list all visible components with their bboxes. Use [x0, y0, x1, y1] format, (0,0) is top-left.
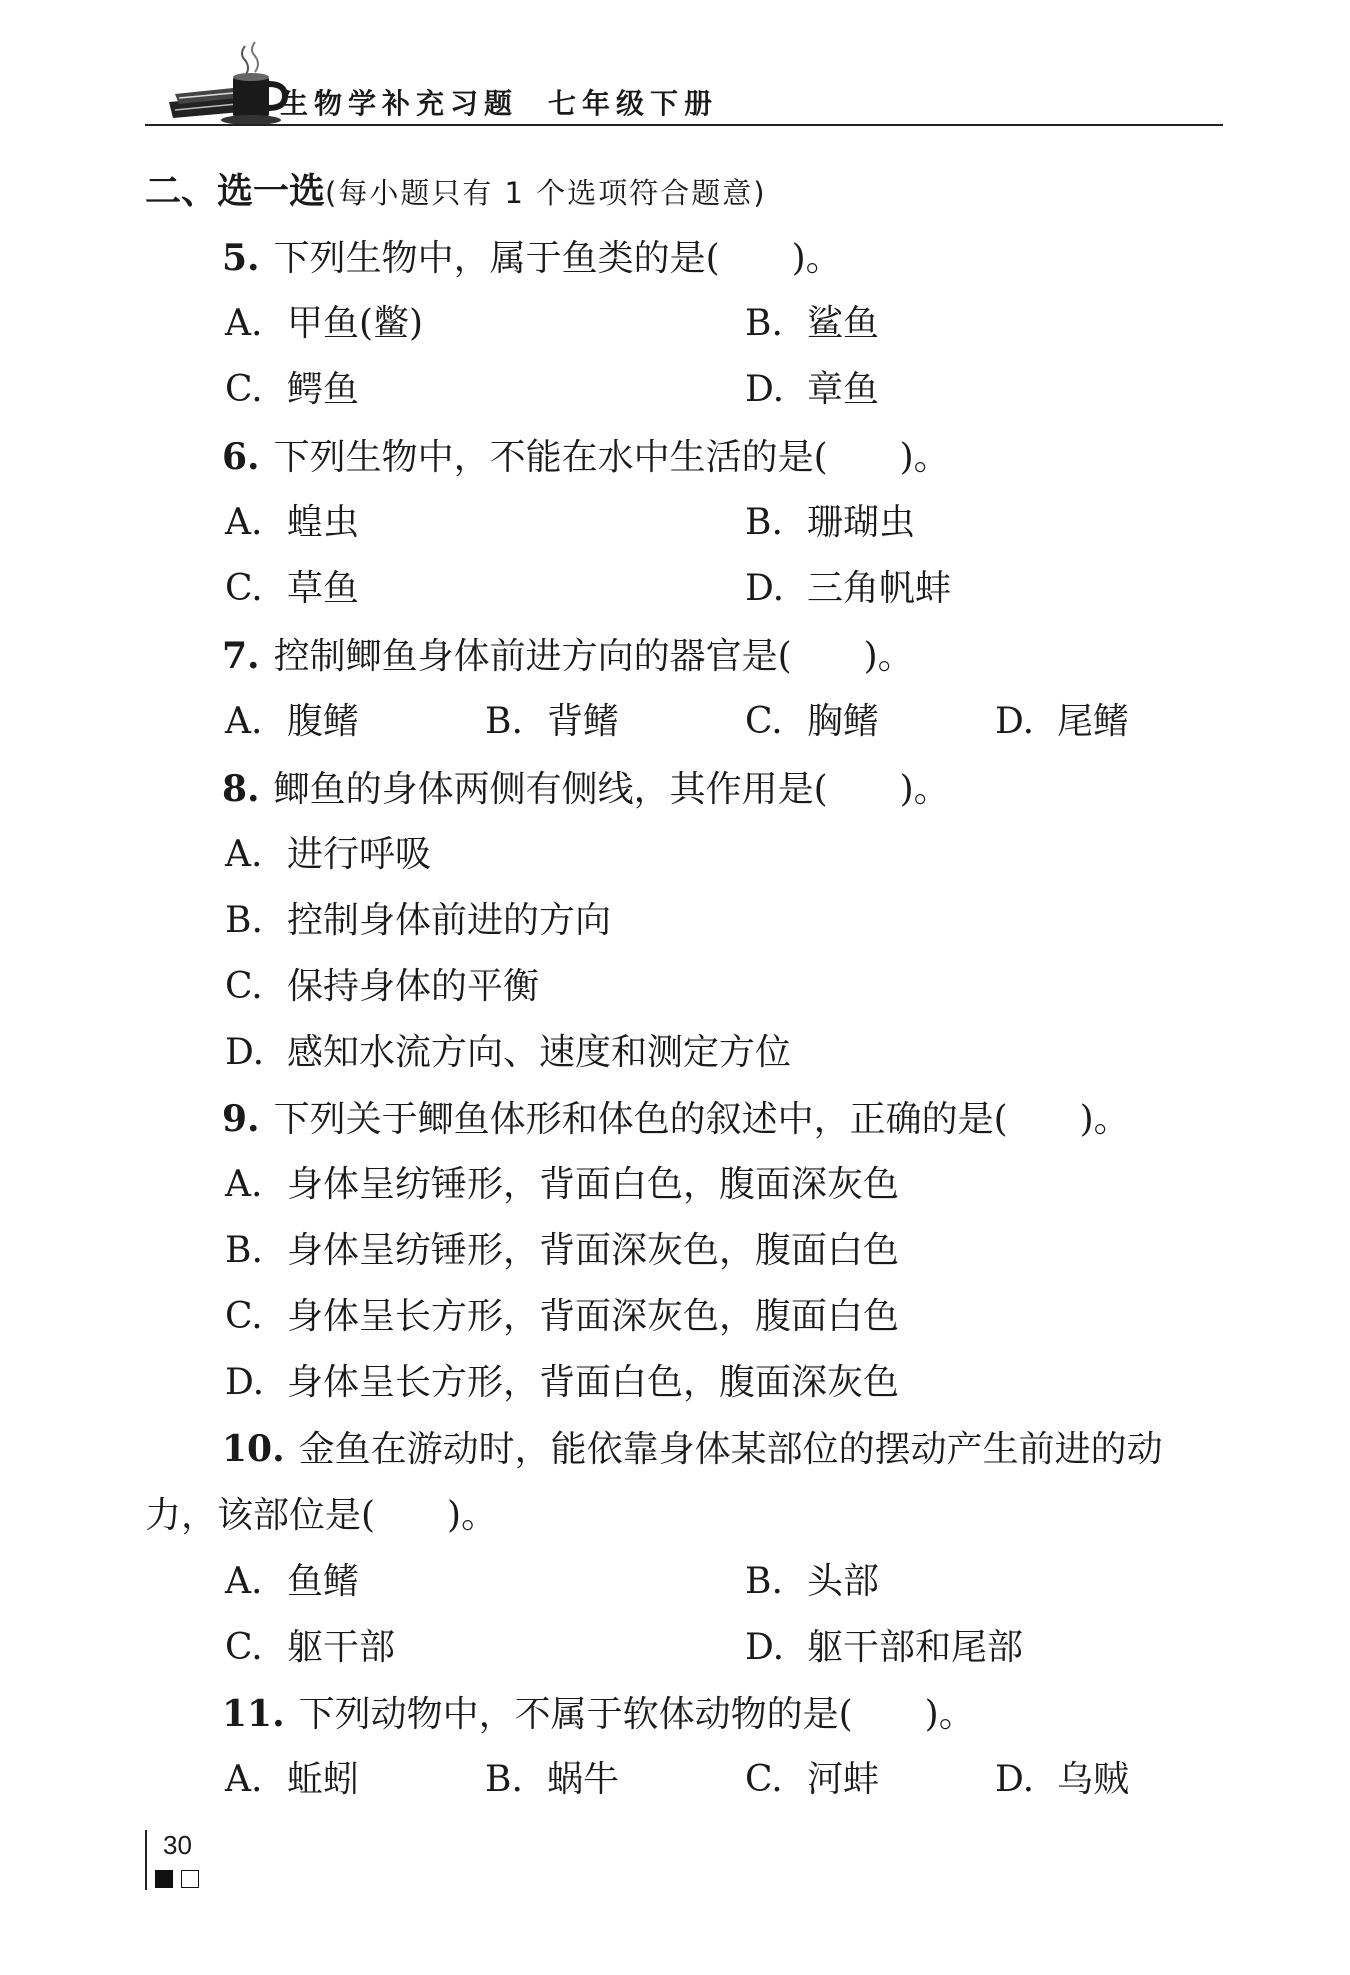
option-letter: C. [225, 1627, 263, 1668]
option-letter: B. [225, 900, 263, 941]
question-number: 5. [222, 237, 260, 279]
option [745, 501, 915, 545]
footer-divider [145, 1830, 147, 1890]
option [995, 700, 1129, 744]
option-text: 尾鳍 [1057, 701, 1130, 742]
option-text: 蚯蚓 [287, 1759, 360, 1800]
question-stem [222, 236, 842, 281]
question-text: 控制鲫鱼身体前进方向的器官是( )。 [273, 636, 914, 677]
option [745, 1560, 879, 1604]
option [225, 1626, 395, 1670]
option-text: 身体呈长方形，背面深灰色，腹面白色 [287, 1296, 900, 1337]
option-letter: D. [225, 1362, 265, 1403]
question-number: 10. [222, 1428, 285, 1470]
option [485, 700, 619, 744]
book-title: 生物学补充习题 [280, 87, 519, 120]
option-text: 背鳍 [547, 701, 620, 742]
option-letter: A. [225, 834, 263, 875]
option-text: 珊瑚虫 [807, 502, 916, 543]
header-divider [145, 124, 1223, 126]
question-text: 下列生物中，不能在水中生活的是( )。 [273, 437, 950, 478]
option-text: 身体呈纺锤形，背面白色，腹面深灰色 [287, 1164, 900, 1205]
option-letter: C. [225, 1296, 263, 1337]
question-number: 11. [222, 1693, 285, 1735]
option-text: 鲨鱼 [807, 303, 880, 344]
option [225, 501, 359, 545]
option [225, 1560, 359, 1604]
option-letter: C. [745, 701, 783, 742]
option-text: 躯干部和尾部 [807, 1627, 1024, 1668]
page-header [145, 40, 1225, 130]
option-letter: B. [745, 303, 783, 344]
question-stem [222, 767, 950, 812]
option [485, 1758, 619, 1802]
question-stem [222, 1427, 1163, 1472]
option-text: 身体呈长方形，背面白色，腹面深灰色 [287, 1362, 900, 1403]
option [225, 965, 539, 1009]
question-text: 下列生物中，属于鱼类的是( )。 [273, 238, 842, 279]
question-number: 8. [222, 768, 260, 810]
option [225, 1295, 899, 1339]
option-text: 三角帆蚌 [807, 568, 952, 609]
option-text: 感知水流方向、速度和测定方位 [287, 1032, 792, 1073]
option-letter: C. [225, 369, 263, 410]
option-text: 鱼鳍 [287, 1561, 360, 1602]
question-number: 9. [222, 1098, 260, 1140]
option-letter: B. [745, 502, 783, 543]
question-stem [222, 634, 914, 679]
option [995, 1758, 1129, 1802]
option-text: 进行呼吸 [287, 834, 432, 875]
option [745, 567, 951, 611]
filled-square-icon [155, 1870, 173, 1888]
option-letter: D. [995, 701, 1035, 742]
option-letter: A. [225, 1759, 263, 1800]
question-number: 6. [222, 436, 260, 478]
option-text: 河蚌 [807, 1759, 880, 1800]
option-letter: B. [225, 1230, 263, 1271]
question-stem [222, 1692, 975, 1737]
section-instruction: (每小题只有 1 个选项符合题意) [325, 176, 767, 210]
option [225, 1031, 791, 1075]
option [225, 899, 611, 943]
option-text: 保持身体的平衡 [287, 966, 540, 1007]
option-text: 蝗虫 [287, 502, 360, 543]
option-letter: C. [225, 568, 263, 609]
question-number: 7. [222, 635, 260, 677]
option [745, 1626, 1023, 1670]
option [225, 567, 359, 611]
option-letter: B. [485, 701, 523, 742]
option-text: 胸鳍 [807, 701, 880, 742]
header-title [280, 82, 718, 122]
option-letter: A. [225, 303, 263, 344]
option-letter: A. [225, 1164, 263, 1205]
option-text: 腹鳍 [287, 701, 360, 742]
option-text: 身体呈纺锤形，背面深灰色，腹面白色 [287, 1230, 900, 1271]
option-text: 鳄鱼 [287, 369, 360, 410]
option [745, 700, 879, 744]
option-letter: A. [225, 1561, 263, 1602]
option-text: 躯干部 [287, 1627, 396, 1668]
question-stem [222, 1097, 1130, 1142]
question-text-continued: 力，该部位是( )。 [145, 1495, 498, 1536]
option-letter: B. [745, 1561, 783, 1602]
option [225, 700, 359, 744]
option [225, 833, 431, 877]
section-heading [145, 170, 767, 215]
option [225, 1229, 899, 1273]
option-letter: A. [225, 502, 263, 543]
option-letter: A. [225, 701, 263, 742]
question-stem [222, 435, 950, 480]
option-text: 草鱼 [287, 568, 360, 609]
option-text: 蜗牛 [547, 1759, 620, 1800]
option-text: 乌贼 [1057, 1759, 1130, 1800]
page-number: 30 [163, 1830, 192, 1860]
option [225, 1163, 899, 1207]
option-text: 章鱼 [807, 369, 880, 410]
option [225, 1758, 359, 1802]
question-text: 金鱼在游动时，能依靠身体某部位的摆动产生前进的动 [298, 1429, 1163, 1470]
section-title: 二、选一选 [145, 171, 326, 212]
option [225, 368, 359, 412]
option-letter: D. [995, 1759, 1035, 1800]
option-letter: C. [225, 966, 263, 1007]
option-text: 甲鱼(鳖) [287, 303, 424, 344]
option-letter: D. [225, 1032, 265, 1073]
question-text: 下列动物中，不属于软体动物的是( )。 [298, 1694, 975, 1735]
option [225, 302, 423, 346]
empty-square-icon [181, 1870, 199, 1888]
question-text: 下列关于鲫鱼体形和体色的叙述中，正确的是( )。 [273, 1099, 1130, 1140]
option-letter: D. [745, 1627, 785, 1668]
option-letter: C. [745, 1759, 783, 1800]
question-stem-continued [145, 1494, 497, 1538]
option-letter: D. [745, 369, 785, 410]
option-letter: D. [745, 568, 785, 609]
option [745, 302, 879, 346]
book-grade: 七年级下册 [548, 87, 719, 120]
option [745, 368, 879, 412]
question-text: 鲫鱼的身体两侧有侧线，其作用是( )。 [273, 769, 950, 810]
option [745, 1758, 879, 1802]
option-text: 头部 [807, 1561, 880, 1602]
option-letter: B. [485, 1759, 523, 1800]
option-text: 控制身体前进的方向 [287, 900, 612, 941]
option [225, 1361, 899, 1405]
